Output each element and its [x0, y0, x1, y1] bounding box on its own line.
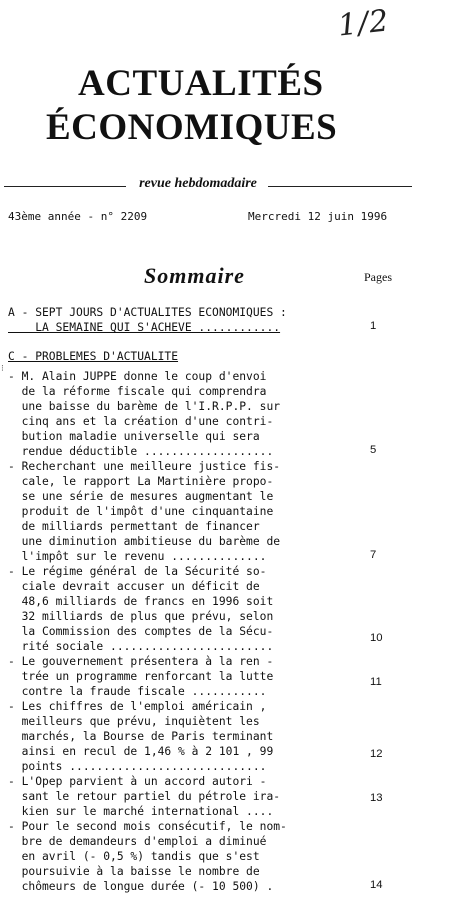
item-5-line-5: points ............................. [8, 760, 267, 773]
item-3-line-6: rité sociale ........................ [8, 640, 274, 653]
item-1-line-1: - M. Alain JUPPE donne le coup d'envoi [8, 370, 267, 383]
item-6-line-2: sant le retour partiel du pétrole ira- [8, 790, 281, 803]
summary-heading: Sommaire [144, 263, 245, 288]
item-2-line-5: de milliards permettant de financer [8, 520, 260, 533]
item-2-line-1: - Recherchant une meilleure justice fis- [8, 460, 281, 473]
rule-right [268, 186, 412, 187]
item-1-line-3: une baisse du barème de l'I.R.P.P. sur [8, 400, 281, 413]
section-a-page: 1 [370, 320, 377, 332]
item-4-page: 11 [370, 676, 382, 688]
item-7-page: 14 [370, 879, 383, 891]
item-1-line-2: de la réforme fiscale qui comprendra [8, 385, 267, 398]
section-a-line-1: A - SEPT JOURS D'ACTUALITES ECONOMIQUES : [8, 306, 287, 319]
margin-mark: ⁝ [1, 364, 4, 374]
item-2-page: 7 [370, 549, 377, 561]
item-6-line-3: kien sur le marché international .... [8, 805, 274, 818]
handwritten-note: 1/2 [336, 3, 391, 44]
section-c-heading: C - PROBLEMES D'ACTUALITE [8, 350, 179, 363]
item-3-line-5: la Commission des comptes de la Sécu- [8, 625, 274, 638]
item-1-line-5: bution maladie universelle qui sera [8, 430, 260, 443]
item-5-line-2: meilleurs que prévu, inquiètent les [8, 715, 260, 728]
item-4-line-1: - Le gouvernement présentera à la ren - [8, 655, 274, 668]
item-2-line-3: se une série de mesures augmentant le [8, 490, 274, 503]
pages-column-heading: Pages [364, 270, 392, 284]
item-7-line-3: en avril (- 0,5 %) tandis que s'est [8, 850, 260, 863]
item-2-line-7: l'impôt sur le revenu .............. [8, 550, 267, 563]
item-5-line-3: marchés, la Bourse de Paris terminant [8, 730, 274, 743]
item-3-page: 10 [370, 632, 383, 644]
item-2-line-4: produit de l'impôt d'une cinquantaine [8, 505, 274, 518]
item-3-line-4: 32 milliards de plus que prévu, selon [8, 610, 274, 623]
item-6-page: 13 [370, 792, 383, 804]
item-2-line-2: cale, le rapport La Martinière propo- [8, 475, 274, 488]
subtitle: revue hebdomadaire [139, 176, 257, 191]
item-7-line-4: poursuivie à la baisse le nombre de [8, 865, 260, 878]
item-5-line-1: - Les chiffres de l'emploi américain , [8, 700, 267, 713]
item-6-line-1: - L'Opep parvient à un accord autori - [8, 775, 267, 788]
item-7-line-2: bre de demandeurs d'emploi a diminué [8, 835, 267, 848]
item-2-line-6: une diminution ambitieuse du barème de [8, 535, 281, 548]
section-a-line-2: LA SEMAINE QUI S'ACHEVE ............ [8, 321, 281, 334]
item-3-line-3: 48,6 milliards de francs en 1996 soit [8, 595, 274, 608]
title-line-1: ACTUALITÉS [78, 63, 324, 104]
issue-date: Mercredi 12 juin 1996 [248, 210, 388, 223]
item-7-line-1: - Pour le second mois consécutif, le nom- [8, 820, 287, 833]
title-line-2: ÉCONOMIQUES [46, 107, 338, 148]
item-3-line-1: - Le régime général de la Sécurité so- [8, 565, 267, 578]
rule-left [4, 186, 126, 187]
item-7-line-5: chômeurs de longue durée (- 10 500) . [8, 880, 274, 893]
item-5-page: 12 [370, 748, 383, 760]
item-1-line-4: cinq ans et la création d'une contri- [8, 415, 274, 428]
item-1-page: 5 [370, 444, 377, 456]
item-5-line-4: ainsi en recul de 1,46 % à 2 101 , 99 [8, 745, 274, 758]
item-4-line-3: contre la fraude fiscale ........... [8, 685, 267, 698]
item-3-line-2: ciale devrait accuser un déficit de [8, 580, 260, 593]
item-4-line-2: trée un programme renforcant la lutte [8, 670, 274, 683]
issue-number: 43ème année - n° 2209 [8, 210, 148, 223]
item-1-line-6: rendue déductible ................... [8, 445, 274, 458]
